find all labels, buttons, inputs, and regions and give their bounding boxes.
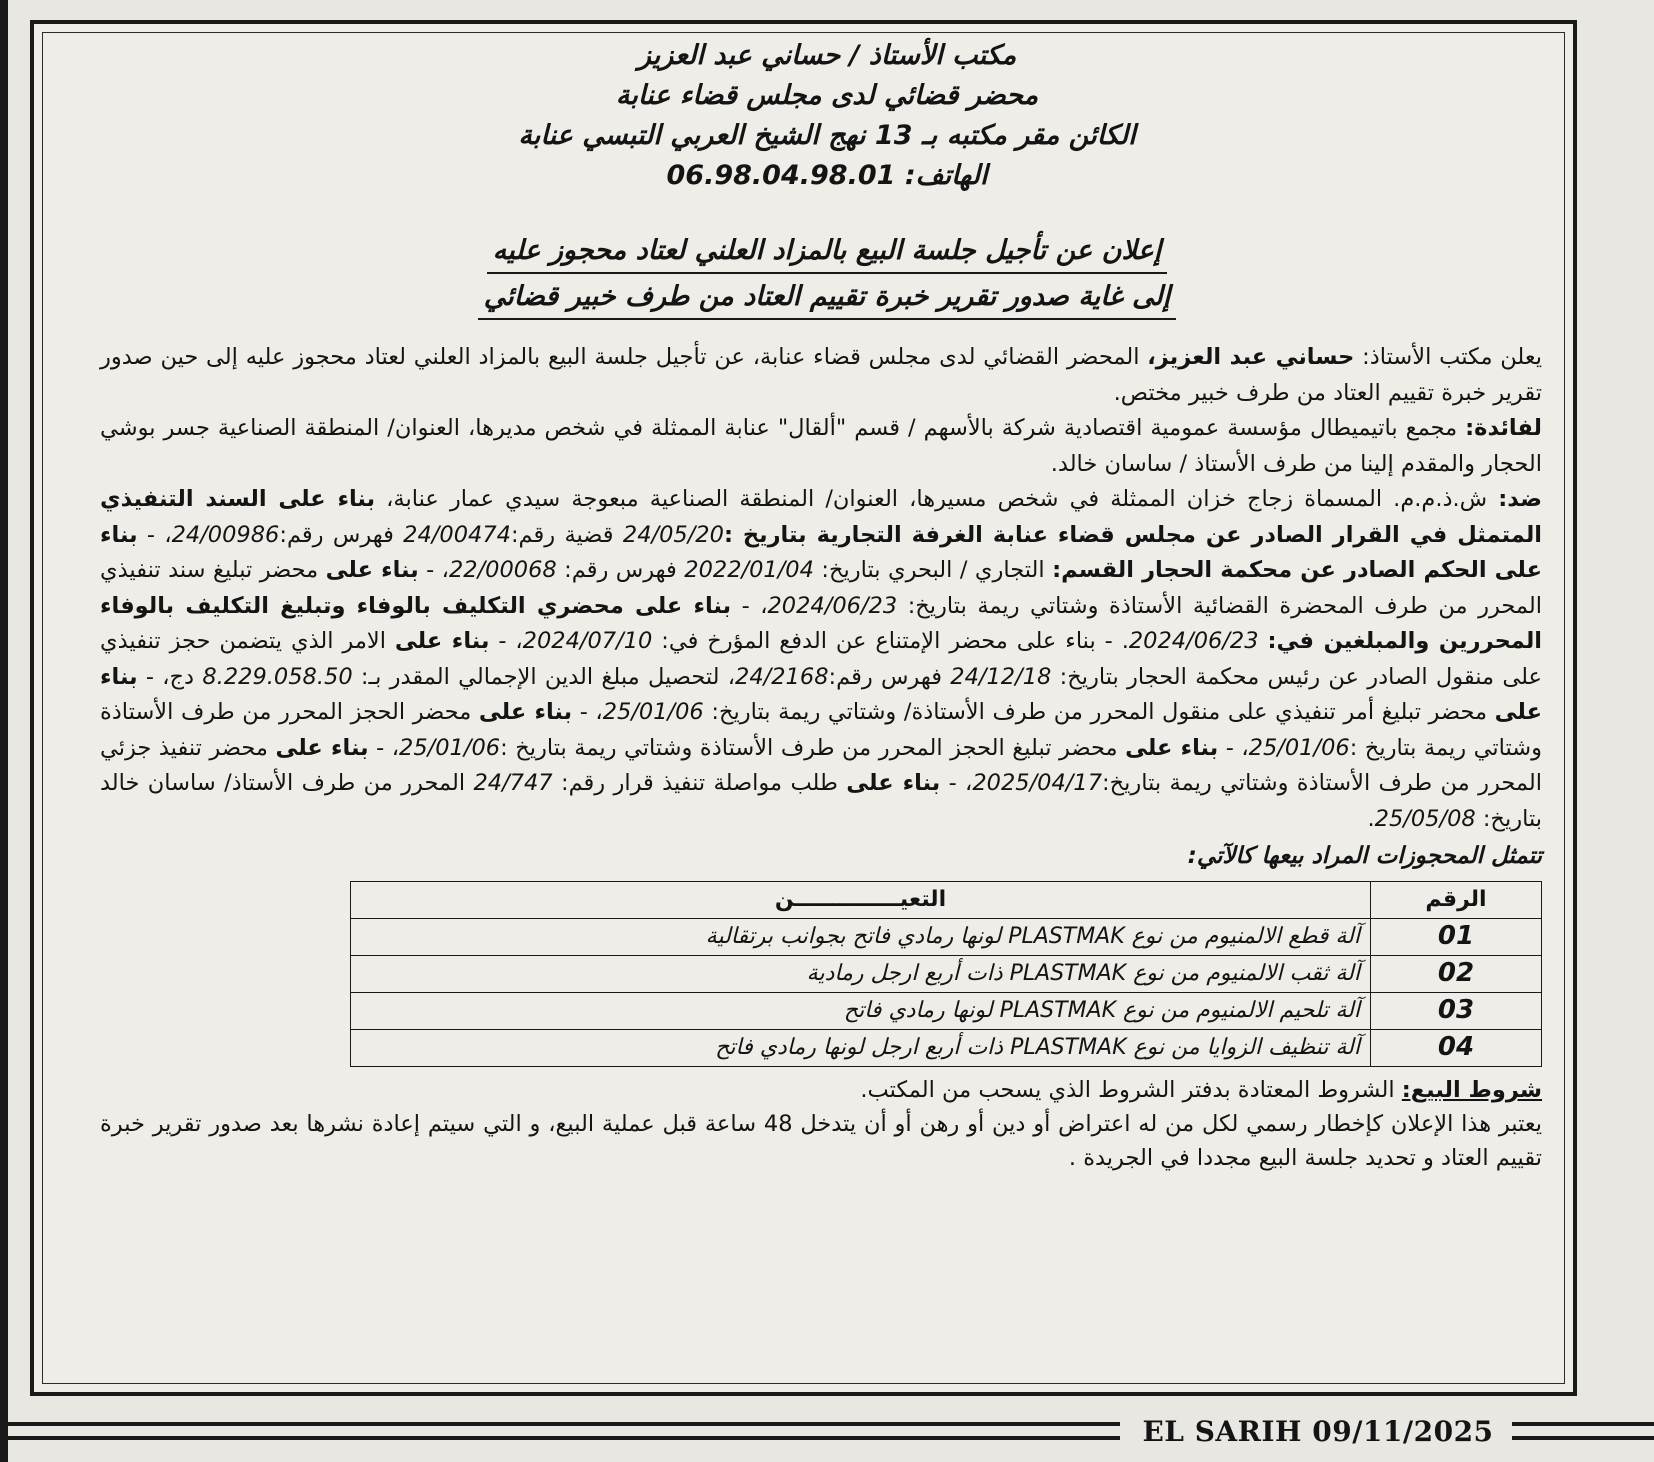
item-number: 02 bbox=[1371, 956, 1542, 993]
item-description: آلة تلحيم الالمنيوم من نوع PLASTMAK لونها رمادي فاتح bbox=[351, 993, 1371, 1030]
notice-title bbox=[80, 230, 1574, 320]
table-row bbox=[351, 956, 1542, 993]
conditions-label: شروط البيع: bbox=[1401, 1077, 1542, 1103]
item-number: 04 bbox=[1371, 1030, 1542, 1067]
official-notice: يعتبر هذا الإعلان كإخطار رسمي لكل من له اعتراض أو دين أو رهن أو أن يتدخل 48 ساعة قبل عملية البيع، و التي سيتم إعادة نشرها بعد صدور تقرير خبرة تقييم العتاد و تحديد جلسة البيع مجددا في الجريدة . bbox=[100, 1111, 1542, 1171]
items-intro: تتمثل المحجوزات المراد بيعها كالآتي: bbox=[1187, 843, 1542, 869]
bailiff-name: حساني عبد العزيز، bbox=[1147, 344, 1355, 370]
item-description: آلة قطع الالمنيوم من نوع PLASTMAK لونها رمادي فاتح بجوانب برتقالية bbox=[351, 919, 1371, 956]
legal-basis-paragraph: ضد: ش.ذ.م.م. المسماة زجاج خزان الممثلة في شخص مسيرها، العنوان/ المنطقة الصناعية مبعوجة سيدي عمار عنابة، بناء على السند التنفيذي المتمثل في القرار الصادر عن مجلس قضاء عنابة الغرفة التجارية بتاريخ :24/05/20 قضية رقم:24/00474 فهرس رقم:24/00986، - بناء على الحكم الصادر عن محكمة الحجار القسم: التجاري / البحري بتاريخ: 2022/01/04 فهرس رقم: 22/00068، - بناء على محضر تبليغ سند تنفيذي المحرر من طرف المحضرة القضائية الأستاذة وشتاتي ريمة بتاريخ: 2024/06/23، - بناء على محضري التكليف بالوفاء وتبليغ التكليف بالوفاء المحررين والمبلغين في: 2024/06/23. - بناء على محضر الإمتناع عن الدفع المؤرخ في: 2024/07/10، - بناء على الامر الذي يتضمن حجز تنفيذي على منقول الصادر عن رئيس محكمة الحجار بتاريخ: 24/12/18 فهرس رقم:24/2168، لتحصيل مبلغ الدين الإجمالي المقدر بـ: 8.229.058.50 دج، - بناء على محضر تبليغ أمر تنفيذي على منقول المحرر من طرف الأستاذة/ وشتاتي ريمة بتاريخ: 25/01/06، - بناء على محضر الحجز المحرر من طرف الأستاذة وشتاتي ريمة بتاريخ :25/01/06، - بناء على محضر تبليغ الحجز المحرر من طرف الأستاذة وشتاتي ريمة بتاريخ :25/01/06، - بناء على محضر تنفيذ جزئي المحرر من طرف الأستاذة وشتاتي ريمة بتاريخ:2025/04/17، - بناء على طلب مواصلة تنفيذ قرار رقم: 24/747 المحرر من طرف الأستاذ/ ساسان خالد بتاريخ: 25/05/08. bbox=[100, 486, 1543, 832]
item-description: آلة ثقب الالمنيوم من نوع PLASTMAK ذات أربع ارجل رمادية bbox=[351, 956, 1371, 993]
beneficiary-label: لفائدة: bbox=[1465, 415, 1542, 441]
beneficiary-paragraph: لفائدة: مجمع باتيميطال مؤسسة عمومية اقتصادية شركة بالأسهم / قسم "ألقال" عنابة الممثلة في شخص مديرها، العنوان/ المنطقة الصناعية جسر بوشي الحجار والمقدم إلينا من طرف الأستاذ / ساسان خالد. bbox=[100, 415, 1542, 477]
sale-conditions: شروط البيع: الشروط المعتادة بدفتر الشروط الذي يسحب من المكتب. bbox=[860, 1077, 1542, 1103]
debt-amount: 8.229.058.50 bbox=[202, 663, 353, 690]
table-row bbox=[351, 1030, 1542, 1067]
masthead-rule-left bbox=[0, 1422, 1120, 1440]
item-number: 01 bbox=[1371, 919, 1542, 956]
item-number: 03 bbox=[1371, 993, 1542, 1030]
table-header-row bbox=[351, 882, 1542, 919]
title-line-2: إلى غاية صدور تقرير خبرة تقييم العتاد من طرف خبير قضائي bbox=[478, 276, 1177, 320]
table-row bbox=[351, 919, 1542, 956]
table-row bbox=[351, 993, 1542, 1030]
newspaper-masthead bbox=[0, 1414, 1654, 1454]
office-name: مكتب الأستاذ / حساني عبد العزيز bbox=[637, 40, 1017, 71]
intro-paragraph: يعلن مكتب الأستاذ: حساني عبد العزيز، المحضر القضائي لدى مجلس قضاء عنابة، عن تأجيل جلسة البيع بالمزاد العلني لعتاد محجوز عليه إلى حين صدور تقرير خبرة تقييم العتاد من طرف خبير مختص. bbox=[100, 344, 1542, 406]
masthead-rule-right bbox=[1512, 1422, 1654, 1440]
header-number: الرقم bbox=[1371, 882, 1542, 919]
title-line-1: إعلان عن تأجيل جلسة البيع بالمزاد العلني لعتاد محجوز عليه bbox=[487, 230, 1167, 274]
office-role: محضر قضائي لدى مجلس قضاء عنابة bbox=[615, 80, 1039, 111]
office-address: الكائن مقر مكتبه بـ 13 نهج الشيخ العربي التبسي عنابة bbox=[518, 120, 1136, 151]
item-description: آلة تنظيف الزوايا من نوع PLASTMAK ذات أربع ارجل لونها رمادي فاتح bbox=[351, 1030, 1371, 1067]
office-phone: الهاتف: 06.98.04.98.01 bbox=[666, 160, 988, 191]
masthead-text: EL SARIH 09/11/2025 bbox=[1142, 1415, 1494, 1448]
office-header bbox=[100, 36, 1554, 196]
notice-body bbox=[100, 340, 1542, 1175]
seized-items-table bbox=[350, 881, 1542, 1067]
header-description: التعيــــــــــــــن bbox=[351, 882, 1371, 919]
page-edge bbox=[0, 0, 8, 1462]
against-label: ضد: bbox=[1498, 486, 1542, 512]
